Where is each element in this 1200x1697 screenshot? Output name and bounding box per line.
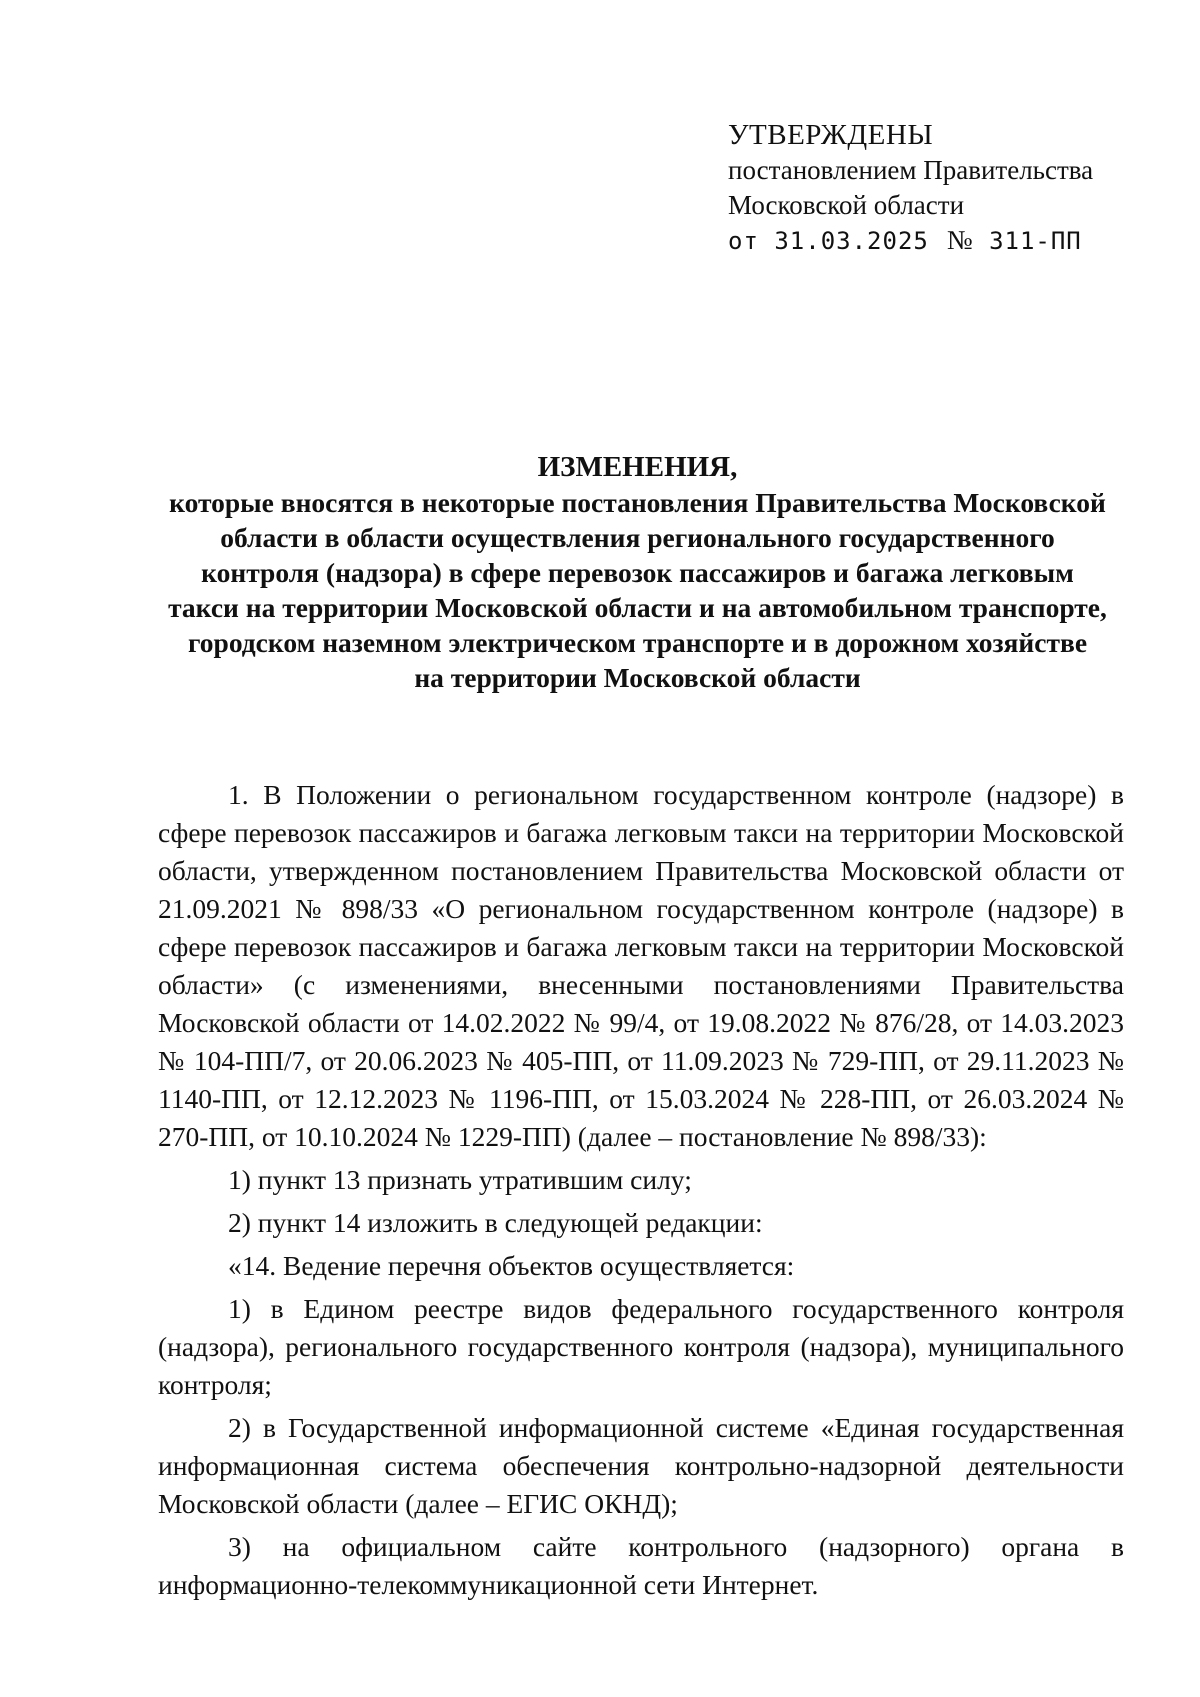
- approval-stamp: [728, 118, 1093, 259]
- document-title: [150, 450, 1125, 695]
- approval-date: от 31.03.2025: [728, 227, 929, 255]
- paragraph-subitem-3: 3) на официальном сайте контрольного (надзорного) органа в информационно-телекоммуникационной сети Интернет.: [158, 1531, 1124, 1600]
- paragraph-point-14: «14. Ведение перечня объектов осуществляется:: [228, 1250, 795, 1281]
- paragraph-subitem-1: 1) в Едином реестре видов федерального государственного контроля (надзора), регионального государственного контроля (надзора), муниципального контроля;: [158, 1293, 1124, 1400]
- approval-line-2: Московской области: [728, 190, 965, 220]
- paragraph-subitem-2: 2) в Государственной информационной системе «Единая государственная информационная система обеспечения контрольно-надзорной деятельности Московской области (далее – ЕГИС ОКНД);: [158, 1412, 1124, 1519]
- paragraph-item-2: 2) пункт 14 изложить в следующей редакции:: [228, 1207, 763, 1238]
- title-main: ИЗМЕНЕНИЯ,: [537, 451, 738, 483]
- approval-heading: УТВЕРЖДЕНЫ: [728, 119, 934, 151]
- paragraph-1: 1. В Положении о региональном государственном контроле (надзоре) в сфере перевозок пассажиров и багажа легковым такси на территории Московской области, утвержденном постановлением Правительства Московской области от 21.09.2021 № 898/33 «О региональном государственном контроле (надзоре) в сфере перевозок пассажиров и багажа легковым такси на территории Московской области» (с изменениями, внесенными постановлениями Правительства Московской области от 14.02.2022 № 99/4, от 19.08.2022 № 876/28, от 14.03.2023 № 104-ПП/7, от 20.06.2023 № 405-ПП, от 11.09.2023 № 729-ПП, от 29.11.2023 № 1140-ПП, от 12.12.2023 № 1196-ПП, от 15.03.2024 № 228-ПП, от 26.03.2024 № 270-ПП, от 10.10.2024 № 1229-ПП) (далее – постановление № 898/33):: [158, 779, 1124, 1152]
- title-line: такси на территории Московской области и на автомобильном транспорте,: [168, 592, 1107, 623]
- title-line: которые вносятся в некоторые постановления Правительства Московской: [169, 487, 1106, 518]
- document-body: [158, 776, 1124, 1604]
- approval-line-1: постановлением Правительства: [728, 155, 1094, 185]
- approval-number-sign: №: [946, 225, 974, 255]
- title-line: на территории Московской области: [414, 662, 861, 693]
- approval-date-number: [728, 223, 1093, 259]
- approval-number: 311-ПП: [989, 227, 1082, 255]
- title-line: городском наземном электрическом транспорте и в дорожном хозяйстве: [187, 627, 1088, 658]
- title-line: области в области осуществления регионального государственного: [220, 522, 1055, 553]
- title-line: контроля (надзора) в сфере перевозок пассажиров и багажа легковым: [201, 557, 1074, 588]
- paragraph-item-1: 1) пункт 13 признать утратившим силу;: [228, 1164, 692, 1195]
